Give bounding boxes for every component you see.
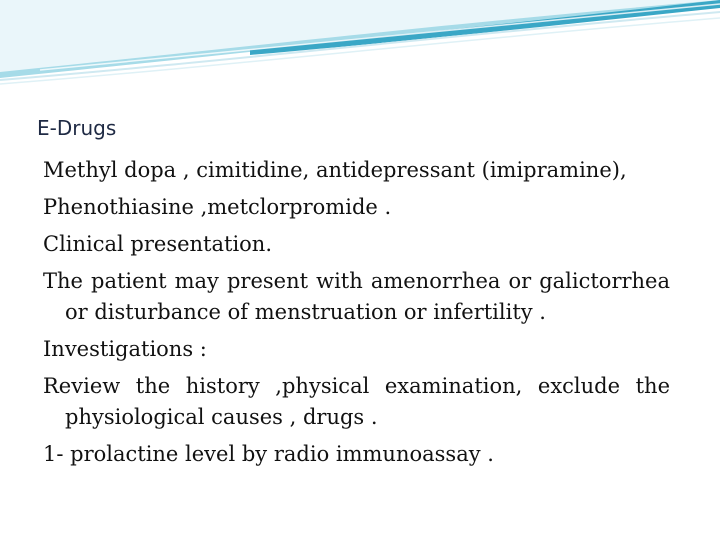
paragraph-drugs-list: Methyl dopa , cimitidine, antidepressant (imipramine), [43, 158, 627, 182]
slide-body [43, 155, 670, 470]
slide-title: E-Drugs [37, 116, 117, 140]
paragraph-prolactine-level: 1- prolactine level by radio immunoassay . [43, 442, 494, 466]
paragraph-patient-presentation: The patient may present with amenorrhea or galictorrhea or disturbance of menstruation or infertility . [43, 269, 670, 324]
paragraph-phenothiasine: Phenothiasine ,metclorpromide . [43, 195, 392, 219]
paragraph-clinical-presentation: Clinical presentation. [43, 232, 273, 256]
paragraph-investigations: Investigations : [43, 337, 207, 361]
header-wave-decoration [0, 0, 720, 95]
paragraph-review-history: Review the history ,physical examination, exclude the physiological causes , drugs . [43, 374, 670, 429]
